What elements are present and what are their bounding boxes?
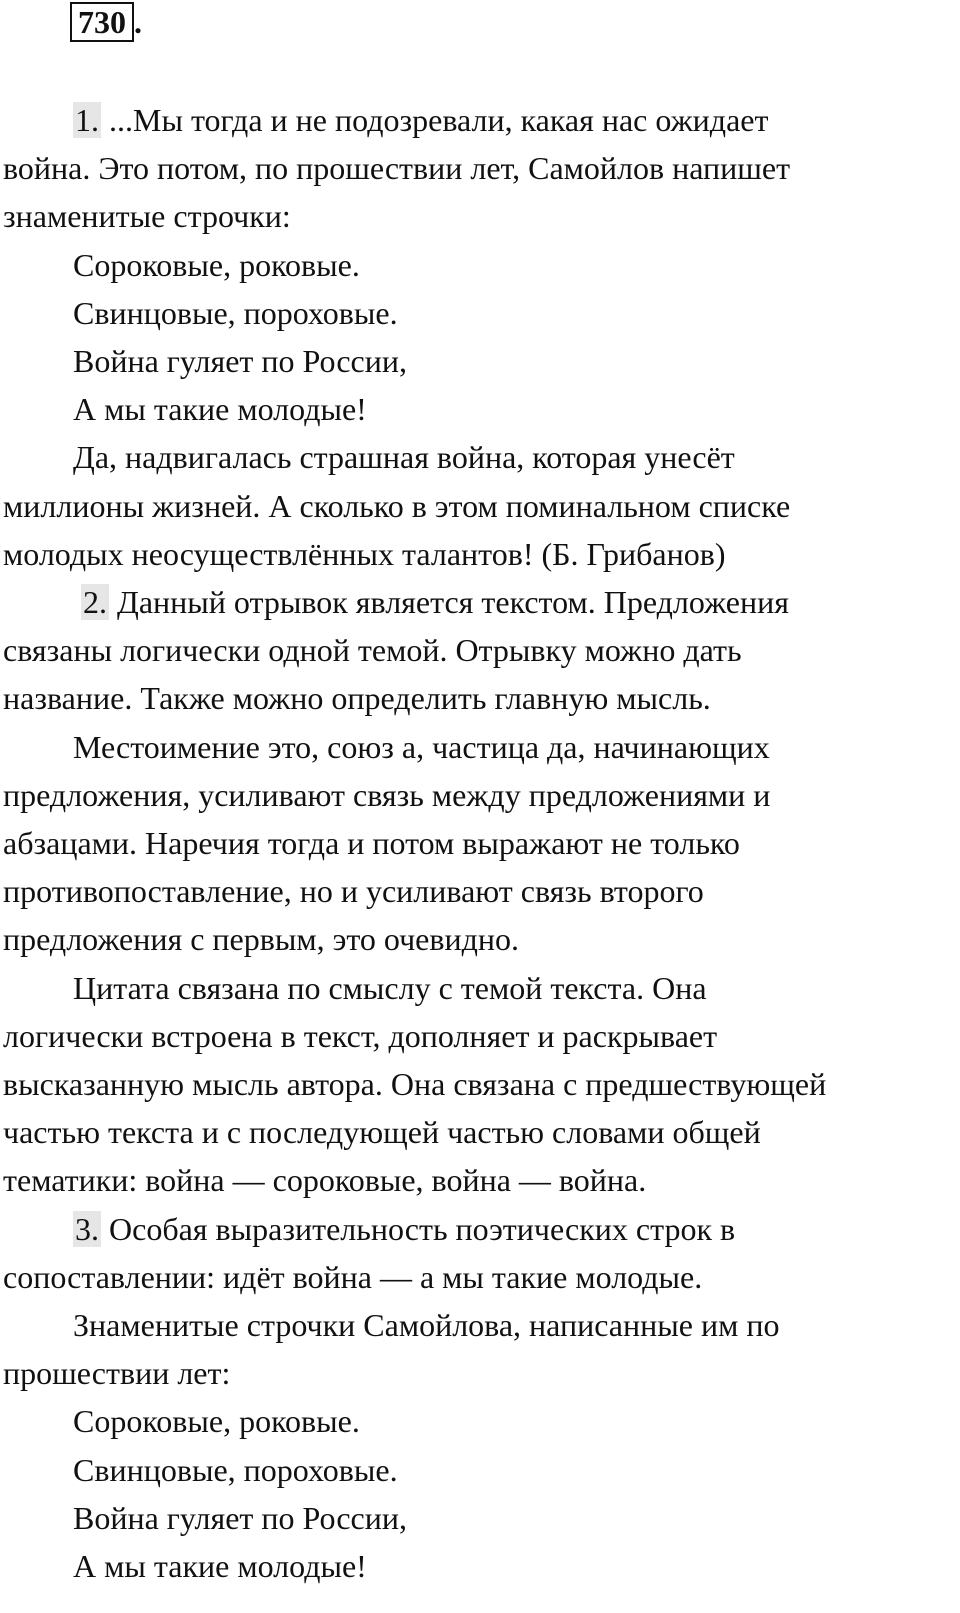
- text-line: [3, 578, 948, 626]
- exercise-number-value: 730: [78, 4, 126, 40]
- line-text: Сороковые, роковые.: [73, 246, 360, 283]
- verse-line: [3, 337, 948, 385]
- line-text: название. Также можно определить главную мысль.: [3, 680, 711, 717]
- line-text: Война гуляет по России,: [73, 343, 407, 380]
- text-line: [3, 1156, 948, 1204]
- exercise-text: [3, 96, 948, 1590]
- line-text: противопоставление, но и усиливают связь второго: [3, 873, 704, 910]
- text-line: [3, 1012, 948, 1060]
- verse-line: [3, 241, 948, 289]
- text-line: [3, 192, 948, 240]
- line-text: война. Это потом, по прошествии лет, Самойлов напишет: [3, 150, 791, 187]
- text-line: [3, 1301, 948, 1349]
- text-line: [3, 867, 948, 915]
- text-line: [3, 723, 948, 771]
- line-text: А мы такие молодые!: [73, 391, 367, 428]
- text-line: [3, 626, 948, 674]
- text-line: [3, 1349, 948, 1397]
- line-text: А мы такие молодые!: [73, 1548, 367, 1585]
- line-text: прошествии лет:: [3, 1355, 231, 1392]
- exercise-number-box: [70, 2, 134, 42]
- line-text: Свинцовые, пороховые.: [73, 294, 398, 331]
- line-text: предложения с первым, это очевидно.: [3, 921, 520, 958]
- text-line: [3, 96, 948, 144]
- verse-line: [3, 1542, 948, 1590]
- text-line: [3, 915, 948, 963]
- line-text: предложения, усиливают связь между предложениями и: [3, 776, 771, 813]
- line-text: миллионы жизней. А сколько в этом поминальном списке: [3, 487, 791, 524]
- text-line: [3, 530, 948, 578]
- line-text: логически встроена в текст, дополняет и раскрывает: [3, 1017, 718, 1054]
- line-text: абзацами. Наречия тогда и потом выражают не только: [3, 825, 740, 862]
- text-line: [3, 819, 948, 867]
- line-text: ...Мы тогда и не подозревали, какая нас ожидает: [101, 102, 769, 138]
- item-number-3: 3.: [75, 1210, 99, 1247]
- text-line: [3, 674, 948, 722]
- text-line: [3, 1205, 948, 1253]
- item-number-1: 1.: [75, 102, 99, 138]
- verse-line: [3, 1397, 948, 1445]
- verse-line: [3, 385, 948, 433]
- verse-line: [3, 1446, 948, 1494]
- line-text: молодых неосуществлённых талантов! (Б. Грибанов): [3, 535, 726, 572]
- line-text: сопоставлении: идёт война — а мы такие молодые.: [3, 1258, 703, 1295]
- line-text: знаменитые строчки:: [3, 198, 291, 235]
- line-text: Свинцовые, пороховые.: [73, 1451, 398, 1488]
- item-number-2: 2.: [83, 584, 107, 621]
- line-text: Знаменитые строчки Самойлова, написанные им по: [73, 1307, 780, 1344]
- line-text: Особая выразительность поэтических строк в: [101, 1210, 736, 1247]
- text-line: [3, 771, 948, 819]
- line-text: Да, надвигалась страшная война, которая унесёт: [73, 439, 735, 476]
- text-line: [3, 1253, 948, 1301]
- exercise-number: [70, 2, 142, 42]
- text-line: [3, 1108, 948, 1156]
- text-line: [3, 144, 948, 192]
- line-text: тематики: война — сороковые, война — война.: [3, 1162, 647, 1199]
- line-text: связаны логически одной темой. Отрывку можно дать: [3, 632, 742, 669]
- exercise-number-dot: .: [134, 4, 142, 40]
- line-text: Данный отрывок является текстом. Предложения: [109, 584, 789, 621]
- line-text: высказанную мысль автора. Она связана с предшествующей: [3, 1066, 827, 1103]
- line-text: Местоимение это, союз а, частица да, начинающих: [73, 728, 770, 765]
- verse-line: [3, 1494, 948, 1542]
- text-line: [3, 482, 948, 530]
- verse-line: [3, 289, 948, 337]
- text-line: [3, 433, 948, 481]
- line-text: Цитата связана по смыслу с темой текста. Она: [73, 969, 707, 1006]
- line-text: Война гуляет по России,: [73, 1499, 407, 1536]
- line-text: частью текста и с последующей частью словами общей: [3, 1114, 761, 1151]
- text-line: [3, 964, 948, 1012]
- line-text: Сороковые, роковые.: [73, 1403, 360, 1440]
- text-line: [3, 1060, 948, 1108]
